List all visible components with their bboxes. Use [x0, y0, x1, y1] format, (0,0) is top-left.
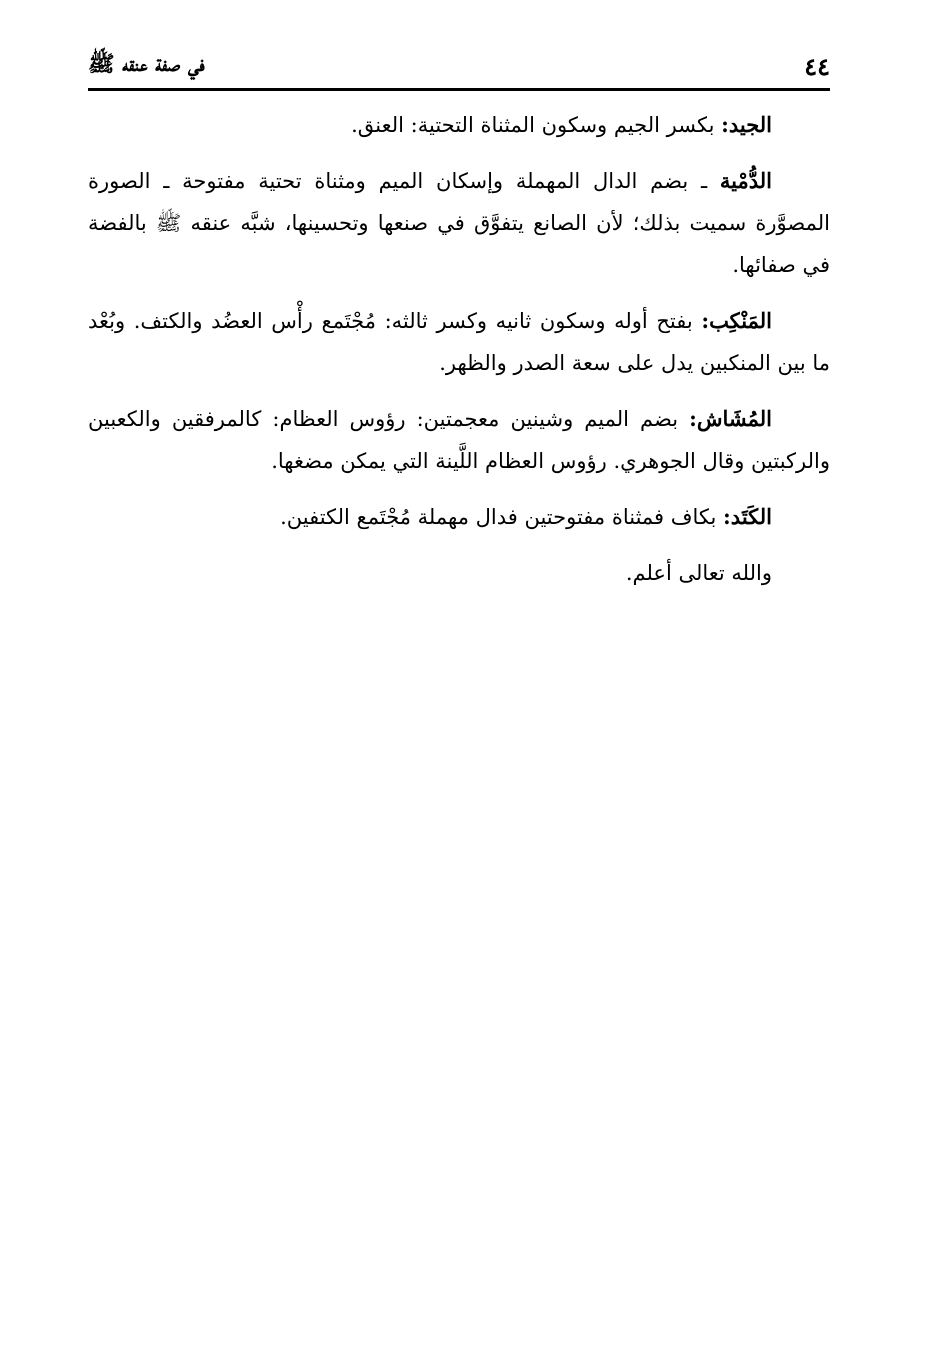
entry-definition: ـ بضم الدال المهملة وإسكان الميم ومثناة تحتية مفتوحة ـ الصورة المصوَّرة سميت بذلك؛ لأن الصانع يتفوَّق في صنعها وتحسينها، شبَّه عنقه ﷺ بالفضة في صفائها.: [88, 169, 830, 277]
running-title: في صفة عنقه ﷺ: [88, 51, 205, 77]
entry-term: المُشَاش:: [689, 406, 772, 431]
entry-definition: بفتح أوله وسكون ثانيه وكسر ثالثه: مُجْتَمع رأْس العضُد والكتف. وبُعْد ما بين المنكبين يدل على سعة الصدر والظهر.: [88, 309, 830, 375]
closing-line: والله تعالى أعلم.: [625, 561, 772, 585]
entry-katad: [88, 496, 830, 538]
entry-term: المَنْكِب:: [701, 308, 772, 333]
entry-mankib: [88, 300, 830, 384]
entry-term: الدُّمْية: [719, 168, 772, 193]
entry-definition: بضم الميم وشينين معجمتين: رؤوس العظام: كالمرفقين والكعبين والركبتين وقال الجوهري. رؤوس العظام اللَّينة التي يمكن مضغها.: [88, 407, 830, 473]
entry-definition: بكاف فمثناة مفتوحتين فدال مهملة مُجْتَمع الكتفين.: [280, 505, 724, 529]
header-rule: [88, 88, 830, 91]
entry-mushash: [88, 398, 830, 482]
entry-jid: [88, 104, 830, 146]
entry-dumya: [88, 160, 830, 286]
page-number: ٤٤: [804, 52, 830, 81]
entry-definition: بكسر الجيم وسكون المثناة التحتية: العنق.: [351, 113, 722, 137]
entry-term: الكَتَد:: [723, 504, 772, 529]
page-header: [88, 44, 830, 90]
page-body: [88, 104, 830, 594]
entry-term: الجيد:: [721, 112, 772, 137]
